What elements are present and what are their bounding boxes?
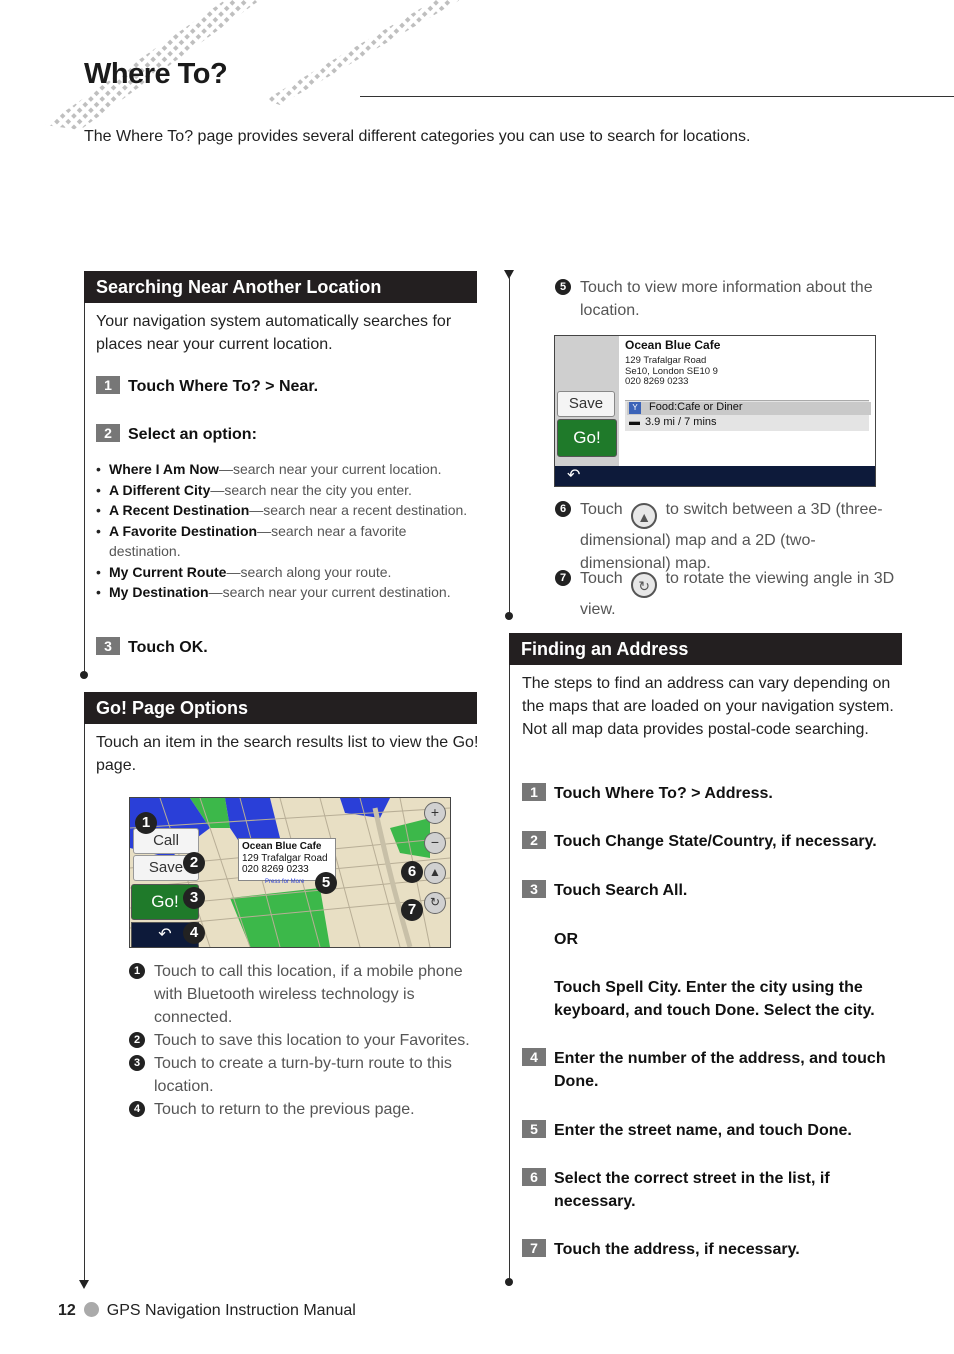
- left-rule-bottom: [84, 692, 85, 1280]
- address-text: The steps to find an address can vary depending on the maps that are loaded on your navigation system. Not all map data provides postal-code searching.: [522, 675, 894, 738]
- address-step-6: [522, 1167, 902, 1213]
- step-number: 5: [522, 1120, 546, 1138]
- callout-marker: 6: [401, 861, 423, 883]
- callout-marker: 2: [183, 852, 205, 874]
- step-text: Enter the street name, and touch Done.: [554, 1122, 852, 1139]
- step-text: Touch the address, if necessary.: [554, 1241, 800, 1258]
- callout-7: [555, 567, 895, 621]
- address-line-1: 129 Trafalgar Road: [625, 355, 707, 366]
- callout-number: 7: [555, 570, 571, 586]
- step-number: 2: [96, 424, 120, 442]
- step-number: 4: [522, 1048, 546, 1066]
- title-rule: [360, 96, 954, 97]
- middle-rule-top: [509, 276, 510, 614]
- step-text: Touch Change State/Country, if necessary.: [554, 833, 877, 850]
- address-step-2: [522, 830, 902, 853]
- location-phone: 020 8269 0233: [625, 376, 689, 387]
- save-button[interactable]: Save: [133, 855, 199, 881]
- page-number: 12: [58, 1302, 76, 1319]
- list-item: 2 Touch to save this location to your Favorites.: [129, 1029, 479, 1052]
- near-step-2: [96, 423, 476, 446]
- save-button[interactable]: Save: [557, 391, 615, 417]
- near-step-3: [96, 636, 476, 659]
- step-text: Touch OK.: [128, 639, 208, 656]
- rule-dot: [505, 1278, 513, 1286]
- car-icon: ▬: [629, 416, 640, 428]
- step-number: 7: [522, 1239, 546, 1257]
- callout-marker: 5: [315, 872, 337, 894]
- middle-rule-bottom: [509, 634, 510, 1280]
- step-text: Touch Where To? > Near.: [128, 378, 319, 395]
- intro-text: The Where To? page provides several different categories you can use to search for locations.: [84, 128, 751, 145]
- footer-dot: [84, 1302, 99, 1317]
- footer-text: GPS Navigation Instruction Manual: [106, 1302, 356, 1319]
- near-step-1: [96, 375, 476, 398]
- section-heading-address: Finding an Address: [509, 633, 902, 665]
- list-item: 4 Touch to return to the previous page.: [129, 1098, 479, 1121]
- step-text: Select the correct street in the list, if necessary.: [554, 1170, 830, 1210]
- step-number: 3: [522, 880, 546, 898]
- near-options-list: [96, 459, 472, 603]
- location-address: 129 Trafalgar Road: [242, 852, 328, 864]
- zoom-out-icon[interactable]: −: [424, 832, 446, 854]
- near-text: Your navigation system automatically searches for places near your current location.: [96, 313, 452, 353]
- spell-city-text: Touch Spell City. Enter the city using the keyboard, and touch Done. Select the city.: [554, 979, 875, 1019]
- view-toggle-icon[interactable]: ▲: [424, 862, 446, 884]
- bottom-bar: [555, 466, 875, 486]
- distance-label: 3.9 mi / 7 mins: [645, 416, 717, 428]
- call-button[interactable]: Call: [133, 828, 199, 854]
- go-button[interactable]: Go!: [131, 884, 199, 920]
- view-toggle-icon: ▲: [631, 503, 657, 529]
- address-line-2: Se10, London SE10 9: [625, 365, 718, 377]
- section-heading-go: Go! Page Options: [84, 692, 477, 724]
- callout-6: [555, 498, 895, 575]
- callout-5: [555, 276, 895, 322]
- rotate-icon: ↻: [631, 572, 657, 598]
- more-info-screenshot: [554, 335, 876, 487]
- address-step-4: [522, 1047, 902, 1093]
- food-icon: Y: [629, 402, 641, 414]
- page-footer: [58, 1302, 356, 1320]
- step-number: 2: [522, 831, 546, 849]
- press-for-more: Press for More: [265, 879, 305, 885]
- callout-marker: 1: [135, 812, 157, 834]
- category-row: [625, 400, 869, 431]
- rule-dot: [80, 671, 88, 679]
- list-item: 1 Touch to call this location, if a mobile phone with Bluetooth wireless technology is connected.: [129, 960, 479, 1029]
- rotate-icon[interactable]: ↻: [424, 892, 446, 914]
- location-details: [625, 356, 718, 388]
- step-number: 1: [522, 783, 546, 801]
- location-name: Ocean Blue Cafe: [242, 841, 322, 852]
- section-heading-near: Searching Near Another Location: [84, 271, 477, 303]
- list-item: 3 Touch to create a turn-by-turn route to this location.: [129, 1052, 479, 1098]
- list-item: • My Current Route—search along your route.: [96, 562, 472, 583]
- step-number: 6: [522, 1168, 546, 1186]
- page-title: Where To?: [84, 58, 228, 90]
- info-panel[interactable]: [619, 336, 875, 466]
- callout-text-post: to switch between a 3D (three-dimensional) map and a 2D (two-dimensional) map.: [580, 501, 883, 572]
- back-arrow-icon[interactable]: ↶: [567, 467, 581, 484]
- callout-number: 6: [555, 501, 571, 517]
- address-step-5: [522, 1119, 902, 1142]
- step-number: 1: [96, 376, 120, 394]
- go-text: Touch an item in the search results list to view the Go! page.: [96, 734, 479, 774]
- step-text: Enter the number of the address, and touch Done.: [554, 1050, 886, 1090]
- callout-text-post: to rotate the viewing angle in 3D view.: [580, 570, 895, 618]
- go-page-screenshot: [129, 797, 451, 948]
- rule-arrow: [79, 1280, 89, 1289]
- rule-dot: [505, 612, 513, 620]
- callout-marker: 7: [401, 899, 423, 921]
- location-name: Ocean Blue Cafe: [625, 338, 721, 352]
- list-item: • Where I Am Now—search near your current location.: [96, 459, 472, 480]
- step-text: Touch Where To? > Address.: [554, 785, 773, 802]
- list-item: • A Different City—search near the city you enter.: [96, 480, 472, 501]
- address-step-1: [522, 782, 902, 805]
- callout-text-pre: Touch: [580, 501, 623, 518]
- step-text: Select an option:: [128, 426, 257, 443]
- zoom-in-icon[interactable]: +: [424, 802, 446, 824]
- address-step-7: [522, 1238, 902, 1261]
- or-label: OR: [554, 931, 578, 948]
- list-item: • My Destination—search near your current destination.: [96, 582, 472, 603]
- step-text: Touch Search All.: [554, 882, 688, 899]
- back-arrow-icon: ↶: [158, 926, 172, 943]
- go-button[interactable]: Go!: [557, 419, 617, 457]
- step-number: 3: [96, 637, 120, 655]
- callout-marker: 4: [183, 922, 205, 944]
- category-label: Food:Cafe or Diner: [649, 401, 743, 413]
- list-item: 5 Touch to view more information about the location.: [555, 276, 895, 322]
- list-item: • A Favorite Destination—search near a favorite destination.: [96, 521, 472, 562]
- left-rule-top: [84, 272, 85, 674]
- go-callout-list: [129, 960, 479, 1121]
- callout-text-pre: Touch: [580, 570, 623, 587]
- list-item: • A Recent Destination—search near a recent destination.: [96, 500, 472, 521]
- address-step-3: [522, 879, 902, 902]
- location-phone: 020 8269 0233: [242, 864, 309, 875]
- callout-marker: 3: [183, 887, 205, 909]
